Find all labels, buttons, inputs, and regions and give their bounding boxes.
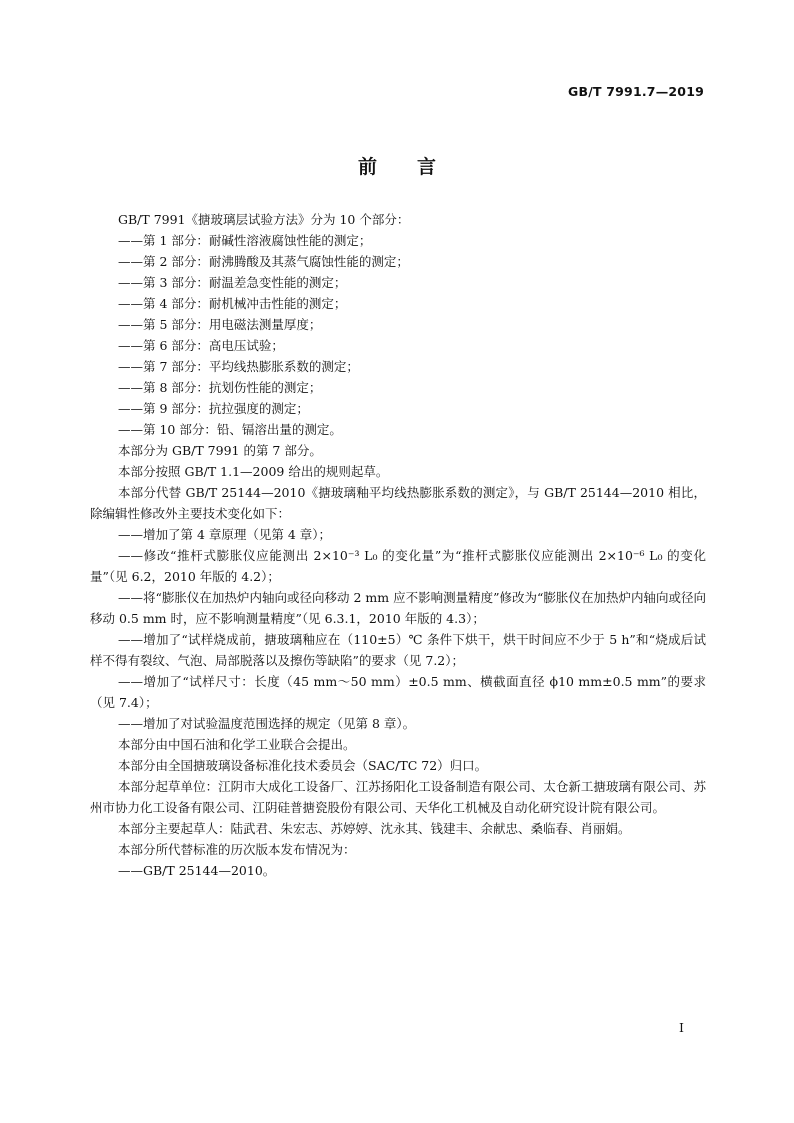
page-number: I <box>679 1020 684 1035</box>
part-list-item: ——第 9 部分：抗拉强度的测定； <box>118 401 309 416</box>
change-list-item: ——增加了第 4 章原理（见第 4 章）； <box>118 527 332 542</box>
part-list-item: ——第 1 部分：耐碱性溶液腐蚀性能的测定； <box>118 233 372 248</box>
part-list-item: ——第 10 部分：铅、镉溶出量的测定。 <box>118 422 342 437</box>
part-list-item: ——第 4 部分：耐机械冲击性能的测定； <box>118 296 347 311</box>
foreword-body <box>90 209 706 881</box>
part-list-item: ——第 5 部分：用电磁法测量厚度； <box>118 317 322 332</box>
body-paragraph: 本部分由全国搪玻璃设备标准化技术委员会（SAC/TC 72）归口。 <box>118 758 488 773</box>
part-list-item: ——第 2 部分：耐沸腾酸及其蒸气腐蚀性能的测定； <box>118 254 409 269</box>
part-list-item: ——第 6 部分：高电压试验； <box>118 338 284 353</box>
page-title: 前言 <box>357 156 476 178</box>
body-paragraph: 本部分起草单位：江阴市大成化工设备厂、江苏扬阳化工设备制造有限公司、太仓新工搪玻璃有限公司、苏州市协力化工设备有限公司、江阴硅普搪瓷股份有限公司、天华化工机械及自动化研究设计院有限公司。 <box>90 779 706 815</box>
change-list-item: ——增加了“试样尺寸：长度（45 mm～50 mm）±0.5 mm、横截面直径 ϕ10 mm±0.5 mm”的要求（见 7.4）； <box>90 674 706 710</box>
body-paragraph: 本部分按照 GB/T 1.1—2009 给出的规则起草。 <box>118 464 389 479</box>
part-list-item: ——第 8 部分：抗划伤性能的测定； <box>118 380 322 395</box>
change-list-item: ——将“膨胀仪在加热炉内轴向或径向移动 2 mm 应不影响测量精度”修改为“膨胀仪在加热炉内轴向或径向移动 0.5 mm 时，应不影响测量精度”（见 6.3.1，2010 年版的 4.3）； <box>90 590 706 626</box>
body-paragraph: 本部分所代替标准的历次版本发布情况为： <box>118 842 356 857</box>
intro-paragraph: GB/T 7991《搪玻璃层试验方法》分为 10 个部分： <box>118 212 410 227</box>
history-list-item: ——GB/T 25144—2010。 <box>118 863 276 878</box>
body-paragraph: 本部分为 GB/T 7991 的第 7 部分。 <box>118 443 322 458</box>
change-list-item: ——增加了对试验温度范围选择的规定（见第 8 章）。 <box>118 716 416 731</box>
change-list-item: ——修改“推杆式膨胀仪应能测出 2×10⁻³ L₀ 的变化量”为“推杆式膨胀仪应能测出 2×10⁻⁶ L₀ 的变化量”（见 6.2，2010 年版的 4.2）； <box>90 548 706 584</box>
body-paragraph: 本部分由中国石油和化学工业联合会提出。 <box>118 737 356 752</box>
body-paragraph: 本部分代替 GB/T 25144—2010《搪玻璃釉平均线热膨胀系数的测定》，与 GB/T 25144—2010 相比，除编辑性修改外主要技术变化如下： <box>90 485 706 521</box>
body-paragraph: 本部分主要起草人：陆武君、朱宏志、苏婷婷、沈永其、钱建丰、余献忠、桑临春、肖丽娟。 <box>118 821 631 836</box>
part-list-item: ——第 3 部分：耐温差急变性能的测定； <box>118 275 347 290</box>
change-list-item: ——增加了“试样烧成前，搪玻璃釉应在（110±5）℃ 条件下烘干，烘干时间应不少于 5 h”和“烧成后试样不得有裂纹、气泡、局部脱落以及擦伤等缺陷”的要求（见 7.2）； <box>90 632 706 668</box>
standard-code: GB/T 7991.7—2019 <box>568 84 704 99</box>
part-list-item: ——第 7 部分：平均线热膨胀系数的测定； <box>118 359 359 374</box>
